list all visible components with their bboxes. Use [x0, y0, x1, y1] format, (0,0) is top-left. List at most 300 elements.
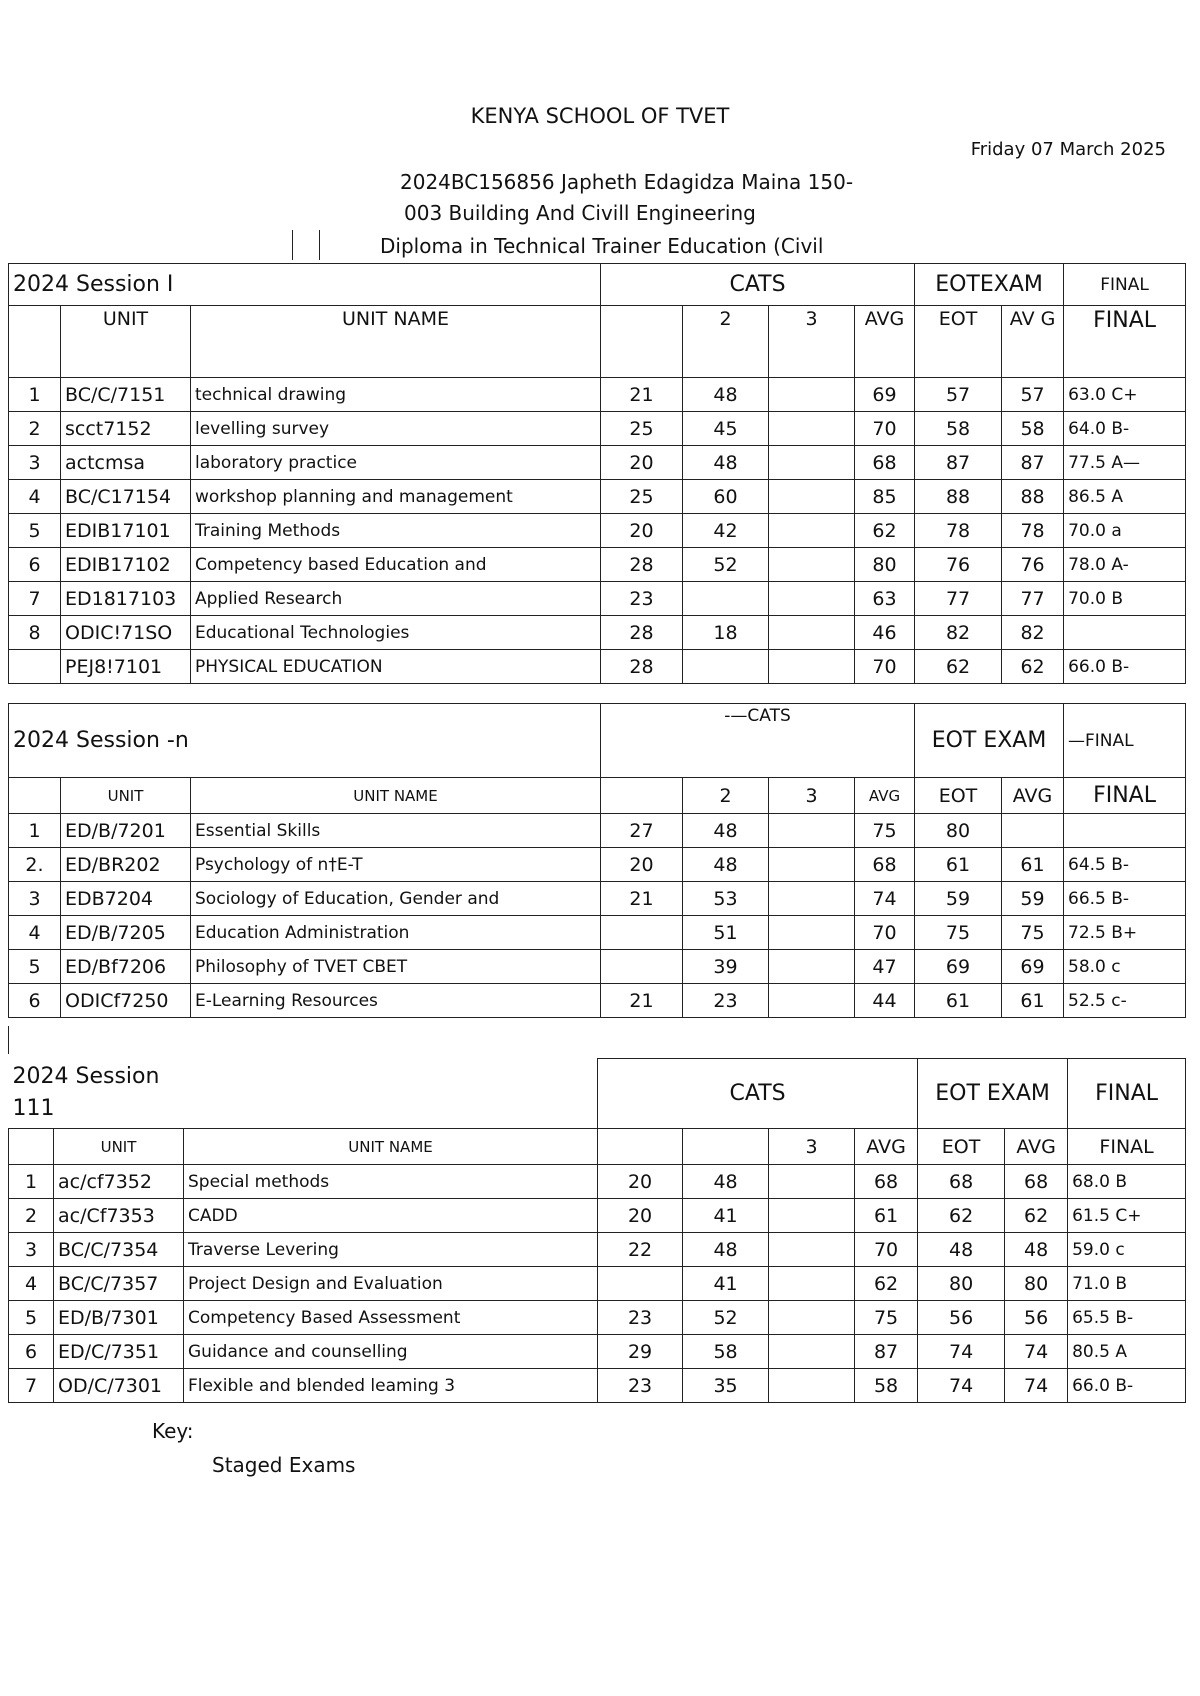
cat-3: [769, 514, 855, 548]
unit-name: E-Learning Resources: [191, 984, 601, 1018]
row-index: 3: [9, 446, 61, 480]
cat-3: [769, 1267, 855, 1301]
table-row: [9, 1233, 1186, 1267]
cat-1: 20: [598, 1199, 683, 1233]
session-3-title: [9, 1059, 598, 1129]
session-2-title: 2024 Session -n: [9, 704, 601, 778]
row-index: 8: [9, 616, 61, 650]
final-grade: [1064, 814, 1186, 848]
cats-avg: 68: [855, 1165, 918, 1199]
cat-1: [601, 916, 683, 950]
cat3-header: 3: [769, 1129, 855, 1165]
cat-1: [601, 950, 683, 984]
final-grade: 52.5 c-: [1064, 984, 1186, 1018]
eot-score: 56: [918, 1301, 1005, 1335]
session-2-final-label: —FINAL: [1064, 704, 1186, 778]
cats-avg: 68: [855, 446, 915, 480]
cats-avg: 75: [855, 814, 915, 848]
key-label: Key:: [152, 1419, 194, 1443]
cats-avg: 68: [855, 848, 915, 882]
final-grade: 63.0 C+: [1064, 378, 1186, 412]
avg-header: AVG: [855, 306, 915, 378]
school-title: KENYA SCHOOL OF TVET: [470, 104, 730, 128]
cat-1: 20: [601, 848, 683, 882]
report-date: Friday 07 March 2025: [970, 139, 1166, 160]
final-grade: 64.5 B-: [1064, 848, 1186, 882]
cat-2: 48: [683, 1165, 769, 1199]
unit-name: Flexible and blended leaming 3: [184, 1369, 598, 1403]
cats-avg: 47: [855, 950, 915, 984]
eot-avg: 61: [1002, 848, 1064, 882]
cats-avg: 70: [855, 1233, 918, 1267]
cats-avg: 70: [855, 650, 915, 684]
eot-score: 88: [915, 480, 1002, 514]
eot-score: 75: [915, 916, 1002, 950]
cat-2: 42: [683, 514, 769, 548]
cat-1: 28: [601, 616, 683, 650]
cat-2: 23: [683, 984, 769, 1018]
table-row: [9, 1199, 1186, 1233]
session-3-final-label: FINAL: [1068, 1059, 1186, 1129]
eot-avg: 62: [1002, 650, 1064, 684]
cat-3: [769, 950, 855, 984]
index-header: [9, 778, 61, 814]
row-index: 6: [9, 1335, 54, 1369]
row-index: 2: [9, 1199, 54, 1233]
cat-3: [769, 814, 855, 848]
cat-1: 21: [601, 378, 683, 412]
row-index: [9, 650, 61, 684]
table-row: [9, 950, 1186, 984]
final-grade: 70.0 a: [1064, 514, 1186, 548]
session-1-eot-label: EOTEXAM: [915, 264, 1064, 306]
cat-1: 23: [598, 1301, 683, 1335]
final-grade: 59.0 c: [1068, 1233, 1186, 1267]
final-grade: 77.5 A—: [1064, 446, 1186, 480]
cat-2: 18: [683, 616, 769, 650]
cat-1: 23: [601, 582, 683, 616]
final-grade: 80.5 A: [1068, 1335, 1186, 1369]
row-index: 6: [9, 548, 61, 582]
row-index: 5: [9, 950, 61, 984]
cats-avg: 70: [855, 412, 915, 446]
eot-score: 74: [918, 1369, 1005, 1403]
table-row: [9, 848, 1186, 882]
unit-name: Project Design and Evaluation: [184, 1267, 598, 1301]
session-1-column-headers: [9, 306, 1186, 378]
eot-score: 61: [915, 984, 1002, 1018]
table-row: [9, 1369, 1186, 1403]
cat1-header: [601, 778, 683, 814]
unit-code: scct7152: [61, 412, 191, 446]
index-header: [9, 1129, 54, 1165]
cat2-header: [683, 1129, 769, 1165]
row-index: 5: [9, 514, 61, 548]
final-grade: 72.5 B+: [1064, 916, 1186, 950]
eot-avg: 74: [1005, 1335, 1068, 1369]
eot-avg: 57: [1002, 378, 1064, 412]
unit-code: BC/C/7151: [61, 378, 191, 412]
index-header: [9, 306, 61, 378]
eot-score: 61: [915, 848, 1002, 882]
cat-2: 52: [683, 1301, 769, 1335]
programme-name: Diploma in Technical Trainer Education (Civil: [380, 234, 824, 258]
cats-avg: 44: [855, 984, 915, 1018]
table-row: [9, 1301, 1186, 1335]
eot-score: 58: [915, 412, 1002, 446]
avg-header: AVG: [855, 1129, 918, 1165]
unit-code: ODICf7250: [61, 984, 191, 1018]
table-row: [9, 480, 1186, 514]
cat2-header: 2: [683, 306, 769, 378]
unit-name: Sociology of Education, Gender and: [191, 882, 601, 916]
cats-avg: 63: [855, 582, 915, 616]
session-3-title-line-2: 111: [12, 1096, 55, 1122]
table-row: [9, 650, 1186, 684]
unit-name: Special methods: [184, 1165, 598, 1199]
unit-code: ED/B/7205: [61, 916, 191, 950]
divider-line: [8, 1026, 9, 1054]
unit-code: OD/C/7301: [54, 1369, 184, 1403]
final-grade: 66.0 B-: [1068, 1369, 1186, 1403]
table-row: [9, 616, 1186, 650]
cat-1: 21: [601, 984, 683, 1018]
unit-header: UNIT: [61, 778, 191, 814]
table-row: [9, 446, 1186, 480]
eot-score: 68: [918, 1165, 1005, 1199]
unit-code: ODIC!71SO: [61, 616, 191, 650]
cat-3: [769, 412, 855, 446]
session-2-cats-label: -—CATS: [601, 704, 915, 778]
row-index: 3: [9, 882, 61, 916]
unit-name: Guidance and counselling: [184, 1335, 598, 1369]
final-grade: 68.0 B: [1068, 1165, 1186, 1199]
unit-name: Applied Research: [191, 582, 601, 616]
table-row: [9, 1267, 1186, 1301]
cats-avg: 75: [855, 1301, 918, 1335]
cat-2: 48: [683, 446, 769, 480]
eot-avg: 58: [1002, 412, 1064, 446]
session-2-table: [8, 703, 1186, 1018]
cats-avg: 58: [855, 1369, 918, 1403]
row-index: 4: [9, 916, 61, 950]
session-3-cats-label: CATS: [598, 1059, 918, 1129]
cat-1: [598, 1267, 683, 1301]
eot-avg: 80: [1005, 1267, 1068, 1301]
session-3-title-line-1: 2024 Session: [12, 1064, 160, 1090]
eot-header: EOT: [918, 1129, 1005, 1165]
cat-2: 51: [683, 916, 769, 950]
cat-2: 60: [683, 480, 769, 514]
cat-2: 52: [683, 548, 769, 582]
unit-code: EDIB17102: [61, 548, 191, 582]
unit-name: Competency Based Assessment: [184, 1301, 598, 1335]
eot-score: 78: [915, 514, 1002, 548]
eot-score: 77: [915, 582, 1002, 616]
cat-2: 45: [683, 412, 769, 446]
student-line-1: 2024BC156856 Japheth Edagidza Maina 150-: [400, 170, 854, 194]
unit-code: BC/C/7357: [54, 1267, 184, 1301]
row-index: 1: [9, 1165, 54, 1199]
eot-avg: 56: [1005, 1301, 1068, 1335]
cats-avg: 46: [855, 616, 915, 650]
cat2-header: 2: [683, 778, 769, 814]
eot-avg: 77: [1002, 582, 1064, 616]
cat1-header: [601, 306, 683, 378]
eot-score: 48: [918, 1233, 1005, 1267]
cat-3: [769, 378, 855, 412]
session-1-header-row: [9, 264, 1186, 306]
final-grade: 86.5 A: [1064, 480, 1186, 514]
cat-1: 27: [601, 814, 683, 848]
cat-1: 22: [598, 1233, 683, 1267]
session-3-column-headers: [9, 1129, 1186, 1165]
unit-name-header: UNIT NAME: [191, 778, 601, 814]
unit-name: Training Methods: [191, 514, 601, 548]
unit-name: levelling survey: [191, 412, 601, 446]
unit-name: laboratory practice: [191, 446, 601, 480]
table-row: [9, 548, 1186, 582]
session-2-column-headers: [9, 778, 1186, 814]
eot-avg-header: AVG: [1005, 1129, 1068, 1165]
table-row: [9, 1335, 1186, 1369]
unit-name: Education Administration: [191, 916, 601, 950]
cat-3: [769, 582, 855, 616]
eot-avg: 48: [1005, 1233, 1068, 1267]
cat-1: 28: [601, 650, 683, 684]
row-index: 5: [9, 1301, 54, 1335]
cat-1: 23: [598, 1369, 683, 1403]
eot-avg: 61: [1002, 984, 1064, 1018]
row-index: 2: [9, 412, 61, 446]
unit-code: EDIB17101: [61, 514, 191, 548]
cat-3: [769, 1233, 855, 1267]
cat-2: 48: [683, 814, 769, 848]
cats-avg: 70: [855, 916, 915, 950]
eot-score: 62: [918, 1199, 1005, 1233]
cats-avg: 69: [855, 378, 915, 412]
cat-3: [769, 650, 855, 684]
cat-1: 20: [598, 1165, 683, 1199]
unit-header: UNIT: [54, 1129, 184, 1165]
row-index: 7: [9, 582, 61, 616]
session-1-final-label: FINAL: [1064, 264, 1186, 306]
eot-score: 80: [915, 814, 1002, 848]
row-index: 2.: [9, 848, 61, 882]
table-row: [9, 984, 1186, 1018]
cat-2: 39: [683, 950, 769, 984]
final-grade: 58.0 c: [1064, 950, 1186, 984]
unit-name-header: UNIT NAME: [191, 306, 601, 378]
unit-name: Essential Skills: [191, 814, 601, 848]
cat-2: 48: [683, 378, 769, 412]
unit-code: ac/cf7352: [54, 1165, 184, 1199]
unit-name: workshop planning and management: [191, 480, 601, 514]
cat-3: [769, 916, 855, 950]
final-header: FINAL: [1064, 778, 1186, 814]
unit-name: PHYSICAL EDUCATION: [191, 650, 601, 684]
final-grade: 66.5 B-: [1064, 882, 1186, 916]
session-3-eot-label: EOT EXAM: [918, 1059, 1068, 1129]
final-header: FINAL: [1068, 1129, 1186, 1165]
cat-1: 25: [601, 480, 683, 514]
cat-2: 41: [683, 1267, 769, 1301]
final-grade: [1064, 616, 1186, 650]
cats-avg: 61: [855, 1199, 918, 1233]
cat3-header: 3: [769, 306, 855, 378]
unit-name: Psychology of n†E-T: [191, 848, 601, 882]
unit-code: ED/B/7201: [61, 814, 191, 848]
cat-3: [769, 1165, 855, 1199]
cat-1: 20: [601, 514, 683, 548]
eot-score: 76: [915, 548, 1002, 582]
session-2-header-row: [9, 704, 1186, 778]
cat-3: [769, 616, 855, 650]
session-3-table: [8, 1058, 1186, 1403]
cat-1: 28: [601, 548, 683, 582]
row-index: 1: [9, 378, 61, 412]
session-2-eot-label: EOT EXAM: [915, 704, 1064, 778]
cat-2: 53: [683, 882, 769, 916]
cat-1: 29: [598, 1335, 683, 1369]
student-line-2: 003 Building And Civill Engineering: [404, 201, 756, 225]
cat-3: [769, 446, 855, 480]
cats-avg: 80: [855, 548, 915, 582]
unit-code: ED/Bf7206: [61, 950, 191, 984]
cat-3: [769, 548, 855, 582]
cats-avg: 74: [855, 882, 915, 916]
eot-avg: [1002, 814, 1064, 848]
header-divider-marks: [292, 230, 320, 260]
eot-avg: 87: [1002, 446, 1064, 480]
eot-avg: 59: [1002, 882, 1064, 916]
unit-name: Traverse Levering: [184, 1233, 598, 1267]
table-row: [9, 814, 1186, 848]
unit-code: EDB7204: [61, 882, 191, 916]
unit-name: Competency based Education and: [191, 548, 601, 582]
cat-2: 48: [683, 1233, 769, 1267]
unit-code: PEJ8!7101: [61, 650, 191, 684]
row-index: 4: [9, 480, 61, 514]
eot-score: 87: [915, 446, 1002, 480]
cat3-header: 3: [769, 778, 855, 814]
cats-avg: 85: [855, 480, 915, 514]
session-1-table: [8, 263, 1186, 684]
cat-3: [769, 1301, 855, 1335]
eot-score: 74: [918, 1335, 1005, 1369]
unit-name-header: UNIT NAME: [184, 1129, 598, 1165]
final-grade: 64.0 B-: [1064, 412, 1186, 446]
eot-avg: 75: [1002, 916, 1064, 950]
cats-avg: 62: [855, 514, 915, 548]
row-index: 7: [9, 1369, 54, 1403]
unit-header: UNIT: [61, 306, 191, 378]
session-1-title: 2024 Session I: [9, 264, 601, 306]
cat-3: [769, 882, 855, 916]
session-3-header-row: [9, 1059, 1186, 1129]
eot-avg: 62: [1005, 1199, 1068, 1233]
eot-score: 82: [915, 616, 1002, 650]
cat-2: [683, 582, 769, 616]
eot-avg-header: AVG: [1002, 778, 1064, 814]
final-header: FINAL: [1064, 306, 1186, 378]
final-grade: 66.0 B-: [1064, 650, 1186, 684]
cats-avg: 87: [855, 1335, 918, 1369]
cat-3: [769, 1369, 855, 1403]
unit-code: ac/Cf7353: [54, 1199, 184, 1233]
cat-3: [769, 480, 855, 514]
eot-avg: 74: [1005, 1369, 1068, 1403]
table-row: [9, 916, 1186, 950]
cat-3: [769, 1335, 855, 1369]
cat-2: 41: [683, 1199, 769, 1233]
final-grade: 70.0 B: [1064, 582, 1186, 616]
eot-avg: 78: [1002, 514, 1064, 548]
eot-score: 69: [915, 950, 1002, 984]
cat-2: 58: [683, 1335, 769, 1369]
eot-avg: 68: [1005, 1165, 1068, 1199]
session-1-cats-label: CATS: [601, 264, 915, 306]
row-index: 1: [9, 814, 61, 848]
table-row: [9, 1165, 1186, 1199]
eot-score: 59: [915, 882, 1002, 916]
unit-name: CADD: [184, 1199, 598, 1233]
table-row: [9, 582, 1186, 616]
cat-1: 25: [601, 412, 683, 446]
unit-code: BC/C/7354: [54, 1233, 184, 1267]
cat-2: 35: [683, 1369, 769, 1403]
eot-score: 80: [918, 1267, 1005, 1301]
cat-1: 21: [601, 882, 683, 916]
row-index: 6: [9, 984, 61, 1018]
row-index: 3: [9, 1233, 54, 1267]
unit-code: ED/BR202: [61, 848, 191, 882]
eot-score: 57: [915, 378, 1002, 412]
unit-code: ED1817103: [61, 582, 191, 616]
table-row: [9, 514, 1186, 548]
final-grade: 61.5 C+: [1068, 1199, 1186, 1233]
table-row: [9, 378, 1186, 412]
unit-name: Educational Technologies: [191, 616, 601, 650]
eot-score: 62: [915, 650, 1002, 684]
unit-code: BC/C17154: [61, 480, 191, 514]
eot-header: EOT: [915, 778, 1002, 814]
cat1-header: [598, 1129, 683, 1165]
unit-code: actcmsa: [61, 446, 191, 480]
cat-3: [769, 984, 855, 1018]
final-grade: 78.0 A-: [1064, 548, 1186, 582]
cat-3: [769, 848, 855, 882]
cat-2: 48: [683, 848, 769, 882]
staged-exams-label: Staged Exams: [212, 1453, 356, 1477]
eot-avg-header: AV G: [1002, 306, 1064, 378]
unit-name: technical drawing: [191, 378, 601, 412]
cat-2: [683, 650, 769, 684]
unit-name: Philosophy of TVET CBET: [191, 950, 601, 984]
avg-header: AVG: [855, 778, 915, 814]
eot-header: EOT: [915, 306, 1002, 378]
cat-3: [769, 1199, 855, 1233]
unit-code: ED/C/7351: [54, 1335, 184, 1369]
table-row: [9, 412, 1186, 446]
row-index: 4: [9, 1267, 54, 1301]
eot-avg: 82: [1002, 616, 1064, 650]
eot-avg: 69: [1002, 950, 1064, 984]
eot-avg: 76: [1002, 548, 1064, 582]
unit-code: ED/B/7301: [54, 1301, 184, 1335]
final-grade: 65.5 B-: [1068, 1301, 1186, 1335]
eot-avg: 88: [1002, 480, 1064, 514]
